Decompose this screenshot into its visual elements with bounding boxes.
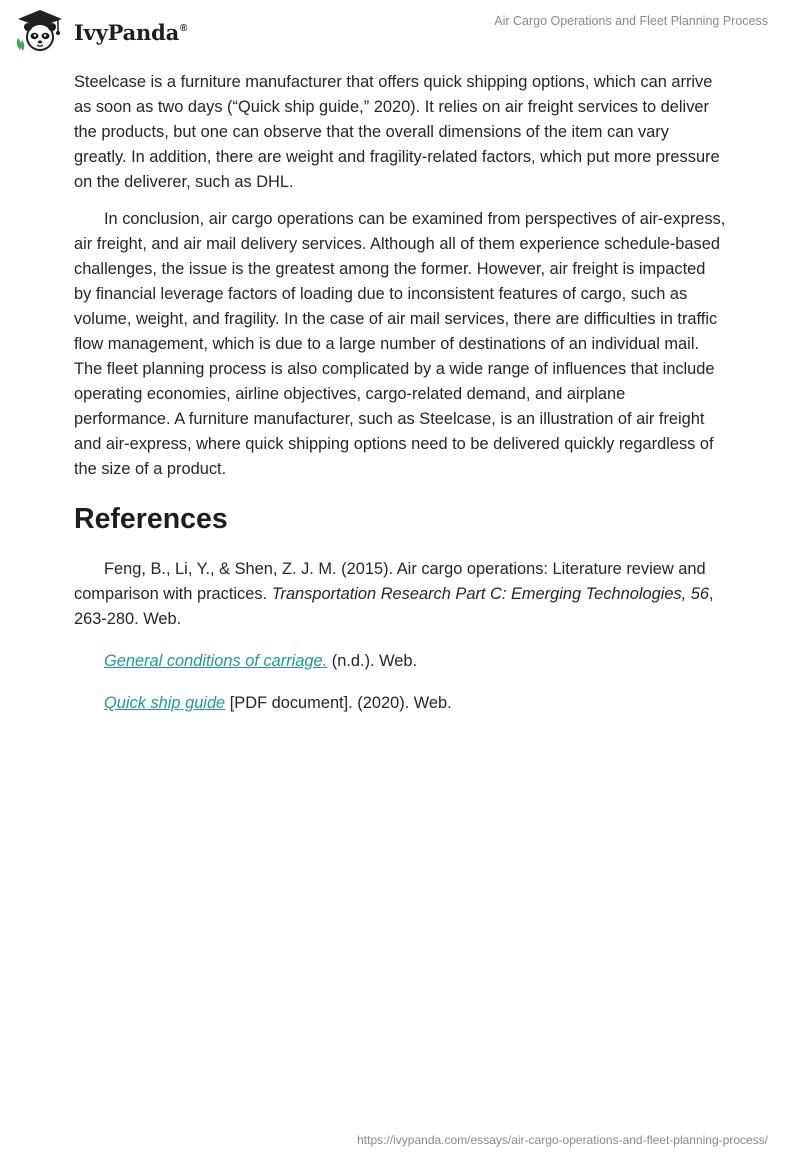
reference-journal: Transportation Research Part C: Emerging Technologies, 56 xyxy=(271,585,709,603)
reference-details: (n.d.). Web. xyxy=(327,652,418,670)
reference-details: [PDF document]. (2020). Web. xyxy=(225,694,452,712)
reference-item xyxy=(74,557,726,632)
document-body xyxy=(74,70,726,733)
site-logo[interactable] xyxy=(14,8,187,52)
reference-pages: , 263-280. Web. xyxy=(74,585,714,628)
reference-authors: Feng, B., Li, Y., & Shen, Z. J. M. (2015). Air cargo operations: Literature review and comparison with practices. xyxy=(74,560,706,603)
document-title: Air Cargo Operations and Fleet Planning Process xyxy=(494,14,768,28)
body-paragraph: Steelcase is a furniture manufacturer that offers quick shipping options, which can arrive as soon as two days (“Quick ship guide,” 2020). It relies on air freight services to deliver the products, but one can observe that the overall dimensions of the item can vary greatly. In addition, there are weight and fragility-related factors, which put more pressure on the deliverer, such as DHL. xyxy=(74,73,720,191)
page-header xyxy=(0,0,800,60)
references-heading: References xyxy=(74,503,228,535)
conclusion-paragraph: In conclusion, air cargo operations can be examined from perspectives of air-express, air freight, and air mail delivery services. Although all of them experience schedule-based challenges, the issue is the greatest among the former. However, air freight is impacted by financial leverage factors of loading due to inconsistent features of cargo, such as volume, weight, and fragility. In the case of air mail services, there are difficulties in traffic flow management, which is due to a large number of destinations of an individual mail. The fleet planning process is also complicated by a wide range of influences that include operating economies, airline objectives, cargo-related demand, and airplane performance. A furniture manufacturer, such as Steelcase, is an illustration of air freight and air-express, where quick shipping options need to be delivered quickly regardless of the size of a product. xyxy=(74,210,726,478)
reference-item xyxy=(74,691,726,716)
reference-item xyxy=(74,649,726,674)
reference-link-quick-ship-guide[interactable]: Quick ship guide xyxy=(104,694,226,712)
panda-graduate-icon xyxy=(14,8,66,52)
reference-link-general-conditions[interactable]: General conditions of carriage. xyxy=(104,652,328,670)
page-url-footer: https://ivypanda.com/essays/air-cargo-operations-and-fleet-planning-process/ xyxy=(357,1133,768,1147)
registered-mark: ® xyxy=(180,22,188,34)
logo-text: IvyPanda® xyxy=(74,19,188,45)
